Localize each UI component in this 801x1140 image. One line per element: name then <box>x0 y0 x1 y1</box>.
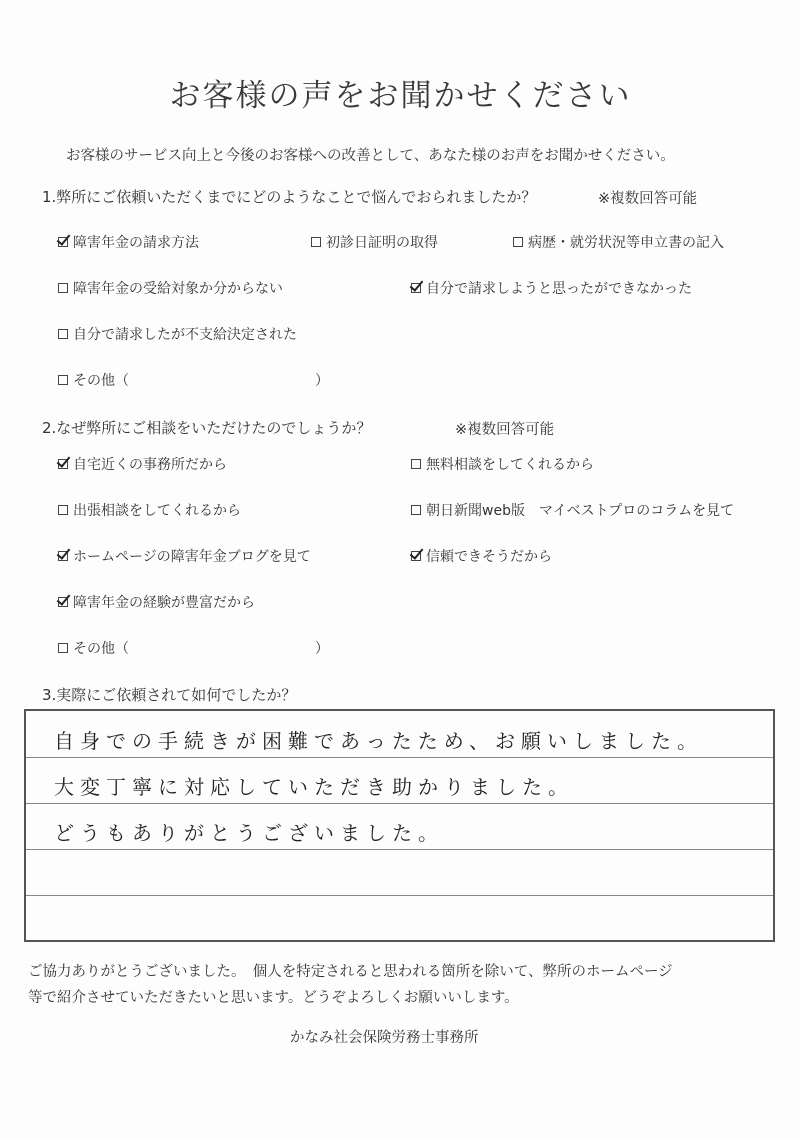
checkbox[interactable] <box>311 237 321 247</box>
q1-option-4[interactable] <box>411 278 692 298</box>
ruled-line <box>26 757 773 758</box>
question-1-note: ※複数回答可能 <box>598 191 698 207</box>
answer-line-1: 自身での手続きが困難であったため、お願いしました。 <box>54 729 703 753</box>
ruled-line <box>26 803 773 804</box>
footer-line-2: 等で紹介させていただきたいと思います。どうぞよろしくお願いいします。 <box>28 990 519 1006</box>
answer-line-3: どうもありがとうございました。 <box>54 821 444 845</box>
other-close-paren: ） <box>315 373 329 389</box>
checkbox[interactable] <box>411 505 421 515</box>
option-label: 障害年金の請求方法 <box>73 235 199 251</box>
checkbox[interactable] <box>58 329 68 339</box>
q2-option-3[interactable] <box>411 500 734 520</box>
question-2-note: ※複数回答可能 <box>455 422 555 438</box>
q1-option-0[interactable] <box>58 232 199 252</box>
option-label: 出張相談をしてくれるから <box>73 503 241 519</box>
intro-text: お客様のサービス向上と今後のお客様への改善として、あなた様のお声をお聞かせください。 <box>66 148 675 164</box>
q2-option-other[interactable] <box>58 638 329 658</box>
q2-option-5[interactable] <box>411 546 552 566</box>
checkbox[interactable] <box>411 283 421 293</box>
q1-option-other[interactable] <box>58 370 329 390</box>
footer-line-1: ご協力ありがとうございました。 個人を特定されると思われる箇所を除いて、弊所のホームページ <box>28 964 673 980</box>
option-label: 朝日新聞web版 マイベストプロのコラムを見て <box>426 503 735 519</box>
q2-option-6[interactable] <box>58 592 255 612</box>
checkbox[interactable] <box>411 551 421 561</box>
checkbox[interactable] <box>58 237 68 247</box>
q2-option-4[interactable] <box>58 546 311 566</box>
checkbox[interactable] <box>513 237 523 247</box>
answer-box[interactable] <box>24 709 775 942</box>
option-label: その他（ <box>73 641 129 657</box>
checkbox[interactable] <box>58 459 68 469</box>
checkbox[interactable] <box>58 375 68 385</box>
answer-line-2: 大変丁寧に対応していただき助かりました。 <box>54 775 574 799</box>
ruled-line <box>26 895 773 896</box>
option-label: 自宅近くの事務所だから <box>73 457 227 473</box>
q1-option-3[interactable] <box>58 278 283 298</box>
office-name: かなみ社会保険労務士事務所 <box>290 1030 479 1046</box>
q1-option-2[interactable] <box>513 232 724 252</box>
q2-option-1[interactable] <box>411 454 594 474</box>
checkbox[interactable] <box>411 459 421 469</box>
option-label: 障害年金の受給対象か分からない <box>73 281 283 297</box>
option-label: その他（ <box>73 373 129 389</box>
checkbox[interactable] <box>58 551 68 561</box>
q2-option-0[interactable] <box>58 454 227 474</box>
checkbox[interactable] <box>58 505 68 515</box>
option-label: 信頼できそうだから <box>426 549 552 565</box>
option-label: 自分で請求しようと思ったができなかった <box>426 281 692 297</box>
option-label: 無料相談をしてくれるから <box>426 457 594 473</box>
checkbox[interactable] <box>58 283 68 293</box>
question-2: 2.なぜ弊所にご相談をいただけたのでしょうか？ <box>42 419 372 437</box>
page-title: お客様の声をお聞かせください <box>169 78 632 114</box>
q1-option-5[interactable] <box>58 324 297 344</box>
ruled-line <box>26 849 773 850</box>
option-label: 自分で請求したが不支給決定された <box>73 327 297 343</box>
option-label: 障害年金の経験が豊富だから <box>73 595 255 611</box>
q1-option-1[interactable] <box>311 232 438 252</box>
other-close-paren: ） <box>315 641 329 657</box>
q2-option-2[interactable] <box>58 500 241 520</box>
option-label: ホームページの障害年金ブログを見て <box>73 549 311 565</box>
checkbox[interactable] <box>58 597 68 607</box>
question-1: 1.弊所にご依頼いただくまでにどのようなことで悩んでおられましたか？ <box>42 188 537 206</box>
option-label: 病歴・就労状況等申立書の記入 <box>528 235 724 251</box>
option-label: 初診日証明の取得 <box>326 235 438 251</box>
checkbox[interactable] <box>58 643 68 653</box>
question-3: 3.実際にご依頼されて如何でしたか？ <box>42 686 297 704</box>
